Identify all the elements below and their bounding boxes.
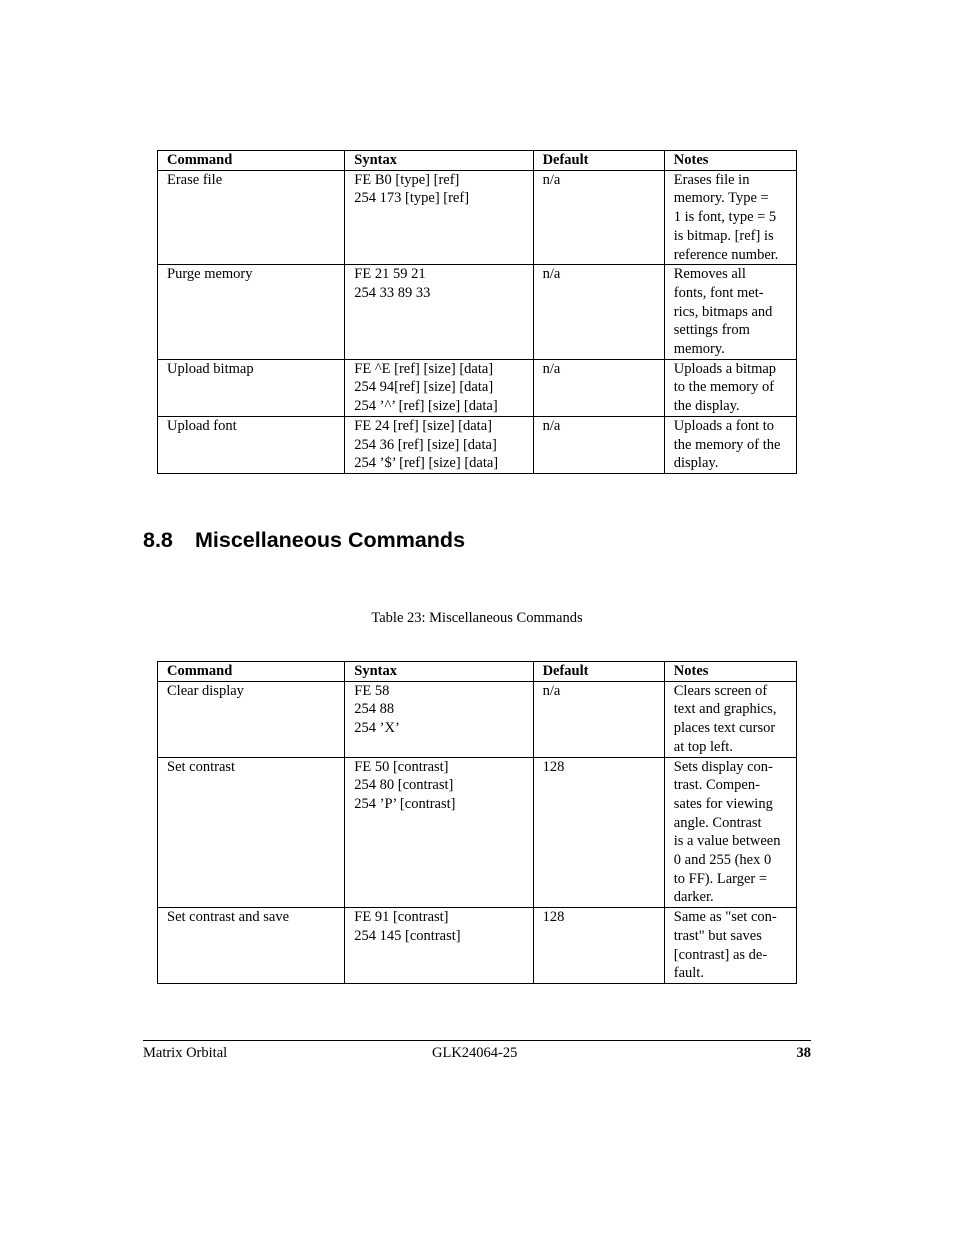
syntax-cell <box>345 359 533 416</box>
default-cell: 128 <box>533 908 664 984</box>
notes-line: sates for viewing <box>673 795 773 812</box>
table-header-row <box>158 662 797 682</box>
table-row <box>158 757 797 908</box>
notes-line: Clears screen of <box>673 682 768 699</box>
command-cell: Purge memory <box>158 265 345 360</box>
section-title: Miscellaneous Commands <box>195 528 466 552</box>
notes-cell <box>664 908 796 984</box>
table-row <box>158 681 797 757</box>
table-row <box>158 170 797 265</box>
notes-line: Uploads a font to <box>673 417 775 434</box>
notes-cell <box>664 416 796 473</box>
footer-company: Matrix Orbital <box>143 1045 228 1061</box>
notes-line: memory. Type = <box>673 190 769 207</box>
syntax-line: 254 88 <box>354 701 395 718</box>
syntax-line: FE 24 [ref] [size] [data] <box>354 417 492 434</box>
syntax-cell <box>345 265 533 360</box>
default-cell: n/a <box>533 359 664 416</box>
notes-line: angle. Contrast <box>673 814 762 831</box>
notes-cell <box>664 681 796 757</box>
syntax-cell <box>345 681 533 757</box>
notes-line: fault. <box>673 965 704 982</box>
header-default: Default <box>533 662 664 682</box>
default-cell: n/a <box>533 681 664 757</box>
syntax-line: FE 21 59 21 <box>354 266 426 283</box>
default-cell: n/a <box>533 170 664 265</box>
syntax-line: FE ^E [ref] [size] [data] <box>354 360 494 377</box>
table-row <box>158 265 797 360</box>
notes-line: 1 is font, type = 5 <box>673 209 777 226</box>
syntax-line: 254 ’^’ [ref] [size] [data] <box>354 398 498 415</box>
default-cell: n/a <box>533 416 664 473</box>
default-cell: 128 <box>533 757 664 908</box>
table-row <box>158 416 797 473</box>
notes-line: darker. <box>673 889 714 906</box>
notes-line: reference number. <box>673 246 779 263</box>
header-syntax: Syntax <box>345 662 533 682</box>
header-notes: Notes <box>664 662 796 682</box>
notes-cell <box>664 757 796 908</box>
notes-line: to FF). Larger = <box>673 870 768 887</box>
notes-line: is a value between <box>673 833 781 850</box>
notes-line: settings from <box>673 322 750 339</box>
footer-divider <box>143 1040 811 1041</box>
header-syntax: Syntax <box>345 151 533 171</box>
notes-line: trast. Compen- <box>673 777 760 794</box>
notes-line: display. <box>673 455 719 472</box>
syntax-line: 254 80 [contrast] <box>354 777 454 794</box>
notes-line: Removes all <box>673 266 746 283</box>
notes-line: the memory of the <box>673 436 781 453</box>
syntax-cell <box>345 757 533 908</box>
header-default: Default <box>533 151 664 171</box>
notes-cell <box>664 265 796 360</box>
header-command: Command <box>158 151 345 171</box>
notes-line: the display. <box>673 398 740 415</box>
command-cell: Erase file <box>158 170 345 265</box>
syntax-line: 254 ’P’ [contrast] <box>354 795 456 812</box>
section-number: 8.8 <box>143 528 173 552</box>
notes-line: to the memory of <box>673 379 775 396</box>
command-cell: Set contrast and save <box>158 908 345 984</box>
command-cell: Upload bitmap <box>158 359 345 416</box>
notes-line: trast" but saves <box>673 927 762 944</box>
syntax-line: 254 ’X’ <box>354 720 400 737</box>
notes-line: Uploads a bitmap <box>673 360 777 377</box>
syntax-line: 254 94[ref] [size] [data] <box>354 379 494 396</box>
notes-line: places text cursor <box>673 720 776 737</box>
header-notes: Notes <box>664 151 796 171</box>
notes-cell <box>664 359 796 416</box>
notes-line: [contrast] as de- <box>673 946 768 963</box>
notes-line: at top left. <box>673 738 733 755</box>
syntax-line: 254 33 89 33 <box>354 284 431 301</box>
table-header-row <box>158 151 797 171</box>
table-row <box>158 359 797 416</box>
notes-line: rics, bitmaps and <box>673 303 773 320</box>
table-caption: Table 23: Miscellaneous Commands <box>371 610 583 626</box>
syntax-cell <box>345 416 533 473</box>
syntax-line: FE 50 [contrast] <box>354 758 449 775</box>
notes-line: memory. <box>673 341 725 358</box>
notes-cell <box>664 170 796 265</box>
page-number: 38 <box>796 1045 811 1061</box>
command-cell: Clear display <box>158 681 345 757</box>
syntax-line: 254 145 [contrast] <box>354 927 461 944</box>
footer-model: GLK24064-25 <box>432 1045 518 1061</box>
section-heading <box>143 528 465 553</box>
command-cell: Set contrast <box>158 757 345 908</box>
syntax-line: 254 36 [ref] [size] [data] <box>354 436 497 453</box>
default-cell: n/a <box>533 265 664 360</box>
header-command: Command <box>158 662 345 682</box>
miscellaneous-commands-table <box>157 661 797 984</box>
notes-line: fonts, font met- <box>673 284 764 301</box>
notes-line: Sets display con- <box>673 758 773 775</box>
notes-line: text and graphics, <box>673 701 777 718</box>
syntax-line: FE 58 <box>354 682 390 699</box>
notes-line: is bitmap. [ref] is <box>673 227 774 244</box>
erase-upload-commands-table <box>157 150 797 474</box>
table-row <box>158 908 797 984</box>
syntax-line: 254 173 [type] [ref] <box>354 190 470 207</box>
notes-line: 0 and 255 (hex 0 <box>673 852 772 869</box>
syntax-cell <box>345 908 533 984</box>
syntax-line: FE B0 [type] [ref] <box>354 171 460 188</box>
command-cell: Upload font <box>158 416 345 473</box>
syntax-line: 254 ’$’ [ref] [size] [data] <box>354 455 499 472</box>
notes-line: Erases file in <box>673 171 750 188</box>
syntax-line: FE 91 [contrast] <box>354 909 449 926</box>
syntax-cell <box>345 170 533 265</box>
notes-line: Same as "set con- <box>673 909 777 926</box>
